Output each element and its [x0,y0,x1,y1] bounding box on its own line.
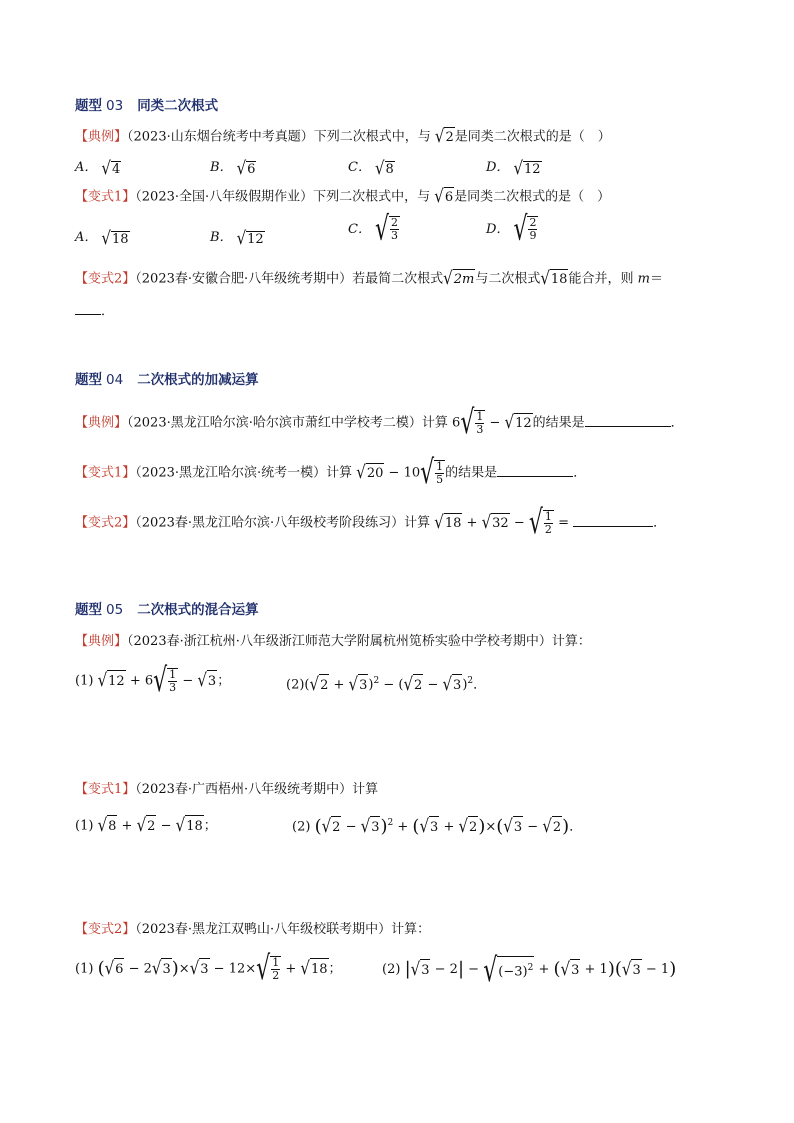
period: ． [569,819,583,835]
radicand: 18 [111,231,129,247]
sqrt-expression: √3 [349,673,369,697]
sqrt-expression: √12 [236,226,264,249]
radicand: 12 [514,413,533,434]
period: ． [101,304,115,319]
sqrt-fraction: √ $\frac{1}{3}$ [460,404,484,442]
sqrt-expression: √3 [361,815,381,839]
plus-sign: + [538,962,550,978]
minus-sign: − [388,465,400,481]
equals-sign: = [558,515,569,531]
paren-close: ) [368,677,374,693]
minus-sign: − [645,962,657,978]
semicolon: ； [328,961,342,977]
sqrt-expression: √2m [443,267,475,289]
coefficient: 6 [144,673,154,689]
question-source: （2023春·安徽合肥·八年级统考期中） [135,271,353,287]
s03-example [75,126,611,148]
radicand: 3 [631,959,641,982]
s05-variant2-q2: (2) $|√3 - 2| - √(-3)^2 + (√3 + 1)(√3 - 1)$ [382,952,677,990]
sqrt-expression: $√(-3)^2$ [483,952,534,990]
sqrt-fraction: √ $\frac{1}{5}$ [420,454,444,492]
radicand: 2 [319,674,329,697]
s04-variant1 [75,454,587,492]
minus-sign: − [128,961,140,977]
minus-sign: − [345,819,357,835]
variant-tag: 【变式1】 [75,465,136,481]
paren-open: ( [304,677,310,693]
times-sign: × [485,819,497,835]
sqrt-expression: √2 [403,673,423,697]
s04-example [75,404,684,442]
sqrt-expression: √18 [176,814,204,838]
section-label: 题型 [75,602,102,618]
answer-blank[interactable] [573,512,653,527]
question-stem: 若最简二次根式 [352,271,444,287]
s03-variant1-option-d [486,210,538,249]
coefficient: 2 [143,961,152,977]
period: ． [573,465,587,481]
sqrt-expression: √2 [310,673,330,697]
variant-tag: 【变式1】 [75,189,136,205]
question-stem: 下列二次根式中，与 [313,129,431,145]
period: ． [653,515,667,531]
minus-sign: − [427,677,439,693]
sub-question-label: (2) [292,819,311,835]
sqrt-fraction: √ $\frac{2}{3}$ [374,210,398,249]
example-tag: 【典例】 [75,415,128,431]
question-stem: 下列二次根式中，与 [313,189,431,205]
variable: m [637,271,650,287]
denominator: 2 [272,969,280,982]
sub-question-label: (2) [286,677,305,693]
radicand: 6 [114,958,124,981]
s05-variant1-q2: (2) $(√2 - √3)^2 + (√3 + √2)\times(√3 - √2)$． [292,815,583,837]
sqrt-expression: √18 [300,957,328,981]
paren-close: ) [462,677,468,693]
s05-example-q1 [75,662,231,700]
radicand: 3 [207,670,217,693]
coefficient: 10 [403,465,421,481]
question-tail: 的结果是 [532,415,585,431]
question-stem: 能合并，则 [568,271,634,287]
section-05-heading [75,600,259,620]
sqrt-expression: √3 [152,957,172,981]
s05-variant2-q1: (1) (√6 − 2√3)×√3 − 12×√ $\frac{1}{2}$ + √18； [75,950,342,988]
sqrt-expression: √3 [197,669,217,693]
coefficient: 12 [228,961,246,977]
option-letter: A． [75,160,98,175]
sqrt-expression: √2 [434,125,454,147]
exponent: 2 [467,676,474,686]
plus-sign: + [397,819,409,835]
option-letter: D． [486,221,510,237]
radicand: 18 [185,815,204,838]
sub-question-label: (1) [75,818,94,834]
sqrt-expression: √8 [374,156,394,179]
radicand: 12 [247,231,264,247]
minus-sign: − [489,415,501,431]
sqrt-expression: √3 [561,958,581,982]
s05-variant2 [75,920,430,940]
sqrt-expression: √32 [481,511,509,533]
minus-sign: − [527,819,539,835]
section-label: 题型 [75,372,102,388]
sqrt-expression: √2 [137,814,157,838]
plus-sign: + [584,962,596,978]
variant-tag: 【变式2】 [75,515,136,531]
radicand: 18 [444,513,463,534]
radicand: 6 [444,187,454,208]
answer-blank[interactable] [497,462,573,477]
option-letter: D． [486,160,510,175]
s05-variant1 [75,780,378,800]
sqrt-expression: √6 [434,185,454,207]
numerator: 1 [436,460,444,473]
example-tag: 【典例】 [75,129,128,145]
minus-sign: − [468,962,480,978]
option-letter: A． [75,230,98,245]
sqrt-expression: √20 [356,461,384,483]
s03-example-option-d [486,156,542,177]
number: 2 [449,962,458,978]
paren-open: ( [398,677,404,693]
radicand: 8 [385,161,394,177]
section-title: 二次根式的混合运算 [137,602,259,618]
period: ． [670,415,684,431]
minus-sign: − [513,515,525,531]
answer-blank[interactable] [75,300,101,315]
exponent: 2 [373,676,380,686]
question-source: （2023春·黑龙江哈尔滨·八年级校考阶段练习） [135,515,405,531]
example-tag: 【典例】 [75,634,128,649]
sqrt-expression: √18 [540,267,568,289]
sqrt-expression: √12 [98,669,126,693]
question-stem: 计算： [391,922,431,937]
radicand: 6 [247,161,256,177]
answer-blank[interactable] [585,412,671,427]
numerator: 1 [544,510,552,523]
sqrt-expression: √3 [190,957,210,981]
semicolon: ； [203,818,217,834]
radicand: 3 [429,816,439,839]
radicand: 12 [524,161,541,177]
question-stem: 计算 [352,782,379,797]
sqrt-expression: √2 [458,815,478,839]
s03-example-option-a [75,156,121,177]
sqrt-fraction: √ $\frac{2}{9}$ [513,210,537,249]
sqrt-expression: √3 [419,815,439,839]
sqrt-expression: √6 [236,156,256,179]
minus-sign: − [213,961,225,977]
variant-tag: 【变式1】 [75,782,136,797]
equals-sign: ＝ [649,271,663,287]
question-tail: 的结果是 [445,465,498,481]
question-stem: 计算 [326,465,353,481]
variant-tag: 【变式2】 [75,271,136,287]
question-stem: 计算 [421,415,448,431]
minus-sign: − [383,677,395,693]
radicand: 20 [366,463,385,484]
sqrt-expression: √2 [322,815,342,839]
radicand: 32 [491,513,510,534]
plus-sign: + [333,677,345,693]
sub-question-label: (2) [382,962,401,978]
radicand: 3 [199,958,209,981]
plus-sign: + [466,515,478,531]
section-number: 04 [106,372,124,388]
question-stem: 是同类二次根式的是（ ） [454,189,611,205]
section-04-heading [75,370,259,390]
numerator: 1 [272,956,280,969]
radicand: 2 [444,127,454,148]
plus-sign: + [121,818,133,834]
sqrt-fraction: √ $\frac{1}{2}$ [528,504,552,542]
sqrt-expression: √12 [513,156,541,179]
number: 1 [660,962,670,978]
s05-variant1-q1 [75,814,217,838]
radicand: 3 [513,816,523,839]
s05-example-q2 [286,670,486,697]
section-number: 03 [106,98,124,114]
denominator: 5 [436,473,444,486]
s03-example-option-b [210,156,256,177]
option-letter: B． [210,160,233,175]
radicand: 3 [452,674,462,697]
radicand: 8 [107,815,117,838]
section-label: 题型 [75,98,102,114]
times-sign: × [245,961,257,977]
question-source: （2023春·广西梧州·八年级统考期中） [135,782,353,797]
plus-sign: + [285,961,297,977]
minus-sign: − [160,818,172,834]
s05-example [75,632,591,652]
period: ． [473,677,487,693]
section-title: 同类二次根式 [137,98,219,114]
option-letter: C． [348,160,371,175]
question-source: （2023·黑龙江哈尔滨·统考一模） [135,465,327,481]
numerator: 1 [476,410,484,423]
question-source: （2023春·黑龙江双鸭山·八年级校联考期中） [135,922,392,937]
sub-question-label: (1) [75,673,94,689]
radicand: 3 [358,674,368,697]
denominator: 3 [476,423,484,436]
radicand: 3 [570,959,580,982]
radicand: 4 [111,161,121,177]
denominator: 2 [544,523,552,536]
question-stem: 计算 [404,515,431,531]
s03-variant2-answer-line [75,300,114,322]
plus-sign: + [443,819,455,835]
denominator: 3 [390,229,398,242]
sqrt-expression: √3 [442,673,462,697]
radicand: 2 [468,816,478,839]
s03-variant1-option-b [210,226,265,247]
question-stem: 计算： [551,634,591,649]
radicand: 2 [552,816,562,839]
semicolon: ； [217,673,231,689]
numerator: 2 [390,216,398,229]
question-source: （2023·黑龙江哈尔滨·哈尔滨市萧红中学校考二模） [127,415,422,431]
section-title: 二次根式的加减运算 [137,372,259,388]
sqrt-expression: √3 [411,958,431,982]
sqrt-expression: √18 [101,226,129,249]
radicand: 18 [310,958,329,981]
sub-question-label: (1) [75,961,94,977]
sqrt-expression: √12 [504,411,532,433]
radicand: 3 [161,958,171,981]
radicand: 3 [420,959,430,982]
sqrt-fraction: √ $\frac{1}{2}$ [256,950,280,988]
denominator: 3 [169,681,177,694]
s03-example-option-c [348,156,395,177]
s03-variant1-option-a [75,226,130,247]
radicand: 2 [331,816,341,839]
sqrt-expression: √2 [542,815,562,839]
sqrt-expression: √6 [105,957,125,981]
radicand: 12 [107,670,126,693]
number: 1 [599,962,608,978]
s03-variant1-option-c [348,210,400,249]
numerator: 2 [529,216,537,229]
sqrt-expression: √3 [503,815,523,839]
exponent: 2 [527,963,534,973]
question-stem: 是同类二次根式的是（ ） [454,129,611,145]
sqrt-expression: √18 [434,511,462,533]
question-source: （2023春·浙江杭州·八年级浙江师范大学附属杭州笕桥实验中学校考期中） [127,634,552,649]
section-number: 05 [106,602,124,618]
s03-variant2 [75,268,663,290]
radicand: 2 [413,674,423,697]
radicand: (−3) [498,964,528,980]
numerator: 1 [169,668,177,681]
question-source: （2023·山东烟台统考中考真题） [127,129,314,145]
radicand: 3 [370,816,380,839]
radicand: 2m [453,269,476,290]
section-03-heading [75,96,218,116]
question-stem: 与二次根式 [475,271,541,287]
minus-sign: − [182,673,194,689]
s04-variant2 [75,504,667,542]
plus-sign: + [129,673,141,689]
radicand: 2 [146,815,156,838]
option-letter: B． [210,230,233,245]
radicand: 18 [550,269,569,290]
denominator: 9 [529,229,537,242]
sqrt-fraction: √ $\frac{1}{3}$ [153,662,177,700]
coefficient: 6 [452,415,461,431]
minus-sign: − [434,962,446,978]
sqrt-expression: √8 [98,814,118,838]
exponent: 2 [387,818,394,828]
sqrt-expression: √4 [101,156,121,179]
sqrt-expression: √3 [622,958,642,982]
s03-variant1 [75,186,610,208]
times-sign: × [178,961,190,977]
option-letter: C． [348,221,371,237]
question-source: （2023·全国·八年级假期作业） [135,189,314,205]
variant-tag: 【变式2】 [75,922,136,937]
